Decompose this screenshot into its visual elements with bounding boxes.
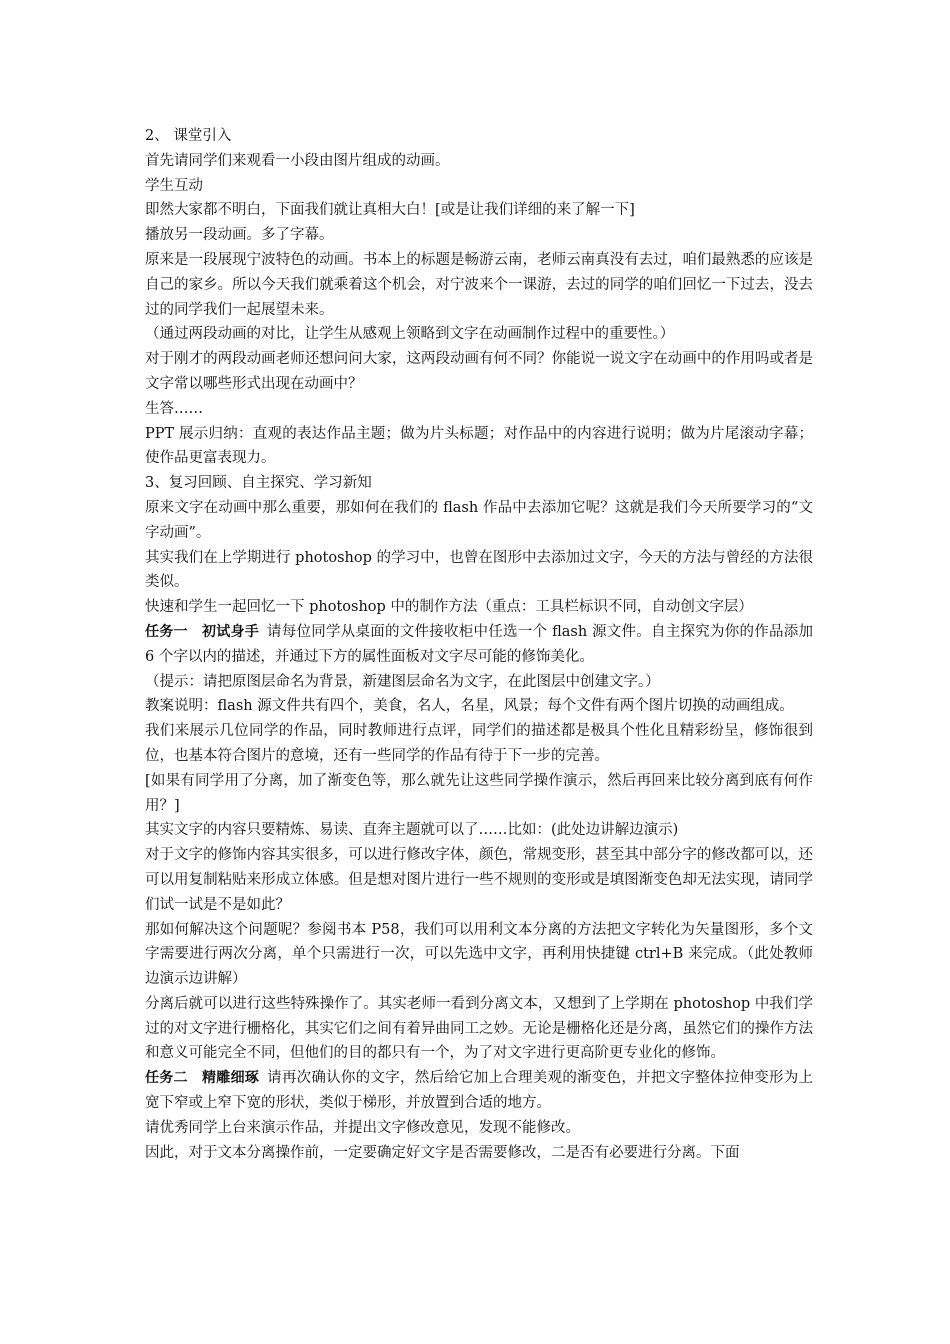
section-heading-2: 2、 课堂引入 xyxy=(145,128,232,144)
paragraph: 我们来展示几位同学的作品，同时教师进行点评，同学们的描述都是极具个性化且精彩纷呈，修饰很到位，也基本符合图片的意境，还有一些同学的作品有待于下一步的完善。 xyxy=(145,723,813,764)
paragraph: 原来文字在动画中那么重要，那如何在我们的 flash 作品中去添加它呢？这就是我们今天所要学习的“文字动画”。 xyxy=(145,499,813,541)
task-one-title: 任务一 初试身手 xyxy=(145,623,259,640)
paragraph: [如果有同学用了分离，加了渐变色等，那么就先让这些同学操作演示，然后再回来比较分离到底有何作用？] xyxy=(145,772,813,814)
paragraph: （提示：请把原图层命名为背景，新建图层命名为文字，在此图层中创建文字。） xyxy=(145,673,660,690)
paragraph: 对于文字的修饰内容其实很多，可以进行修改字体，颜色，常规变形，甚至其中部分字的修改都可以，还可以用复制粘贴来形成立体感。但是想对图片进行一些不规则的变形或是填图渐变色却无法实现，请同学们试一试是不是如此？ xyxy=(145,847,813,913)
paragraph: 请优秀同学上台来演示作品，并提出文字修改意见，发现不能修改。 xyxy=(145,1119,580,1136)
paragraph: 分离后就可以进行这些特殊操作了。其实老师一看到分离文本，又想到了上学期在 photoshop 中我们学过的对文字进行栅格化，其实它们之间有着异曲同工之妙。无论是栅格化还是分离，虽然它们的操作方法和意义可能完全不同，但他们的目的都只有一个，为了对文字进行更高阶更专业化的修饰。 xyxy=(145,995,813,1062)
paragraph: 其实文字的内容只要精炼、易读、直奔主题就可以了……比如：(此处边讲解边演示) xyxy=(145,822,679,839)
paragraph: 首先请同学们来观看一小段由图片组成的动画。 xyxy=(145,152,450,169)
task-two-text: 请再次确认你的文字，然后给它加上合理美观的渐变色，并把文字整体拉伸变形为上宽下窄或上窄下宽的形状，类似于梯形，并放置到合适的地方。 xyxy=(145,1070,813,1112)
section-heading-3: 3、复习回顾、自主探究、学习新知 xyxy=(145,475,372,492)
paragraph: 教案说明：flash 源文件共有四个，美食，名人，名星，风景；每个文件有两个图片切换的动画组成。 xyxy=(145,698,794,715)
paragraph: 原来是一段展现宁波特色的动画。书本上的标题是畅游云南，老师云南真没有去过，咱们最熟悉的应该是自己的家乡。所以今天我们就乘着这个机会，对宁波来个一课游，去过的同学的咱们回忆一下过去，没去过的同学我们一起展望未来。 xyxy=(145,251,813,318)
paragraph: 其实我们在上学期进行 photoshop 的学习中，也曾在图形中去添加过文字，今天的方法与曾经的方法很类似。 xyxy=(145,549,813,591)
paragraph: 因此，对于文本分离操作前，一定要确定好文字是否需要修改，二是否有必要进行分离。下面 xyxy=(145,1144,740,1161)
task-two-title: 任务二 精雕细琢 xyxy=(145,1070,260,1087)
paragraph: （通过两段动画的对比，让学生从感观上领略到文字在动画制作过程中的重要性。） xyxy=(145,326,675,343)
paragraph: 即然大家都不明白，下面我们就让真相大白！[或是让我们详细的来了解一下] xyxy=(145,202,635,219)
paragraph: 学生互动 xyxy=(145,177,203,194)
task-one-paragraph xyxy=(145,620,813,670)
paragraph: PPT 展示归纳：直观的表达作品主题；做为片头标题；对作品中的内容进行说明；做为片尾滚动字幕；使作品更富表现力。 xyxy=(145,425,813,467)
paragraph: 生答…… xyxy=(145,400,203,417)
document-page xyxy=(145,124,813,1165)
task-two-paragraph xyxy=(145,1066,813,1116)
paragraph: 那如何解决这个问题呢？参阅书本 P58，我们可以用利文本分离的方法把文字转化为矢量图形，多个文字需要进行两次分离，单个只需进行一次，可以先选中文字，再利用快捷键 ctrl+B 来完成。（此处教师边演示边讲解） xyxy=(145,921,813,988)
paragraph: 播放另一段动画。多了字幕。 xyxy=(145,227,334,244)
task-one-text: 请每位同学从桌面的文件接收柜中任选一个 flash 源文件。自主探究为你的作品添加 6 个字以内的描述，并通过下方的属性面板对文字尽可能的修饰美化。 xyxy=(145,623,814,665)
paragraph: 快速和学生一起回忆一下 photoshop 中的制作方法（重点：工具栏标识不同，自动创文字层） xyxy=(145,599,753,616)
paragraph: 对于刚才的两段动画老师还想问问大家，这两段动画有何不同？你能说一说文字在动画中的作用吗或者是文字常以哪些形式出现在动画中？ xyxy=(145,351,813,392)
